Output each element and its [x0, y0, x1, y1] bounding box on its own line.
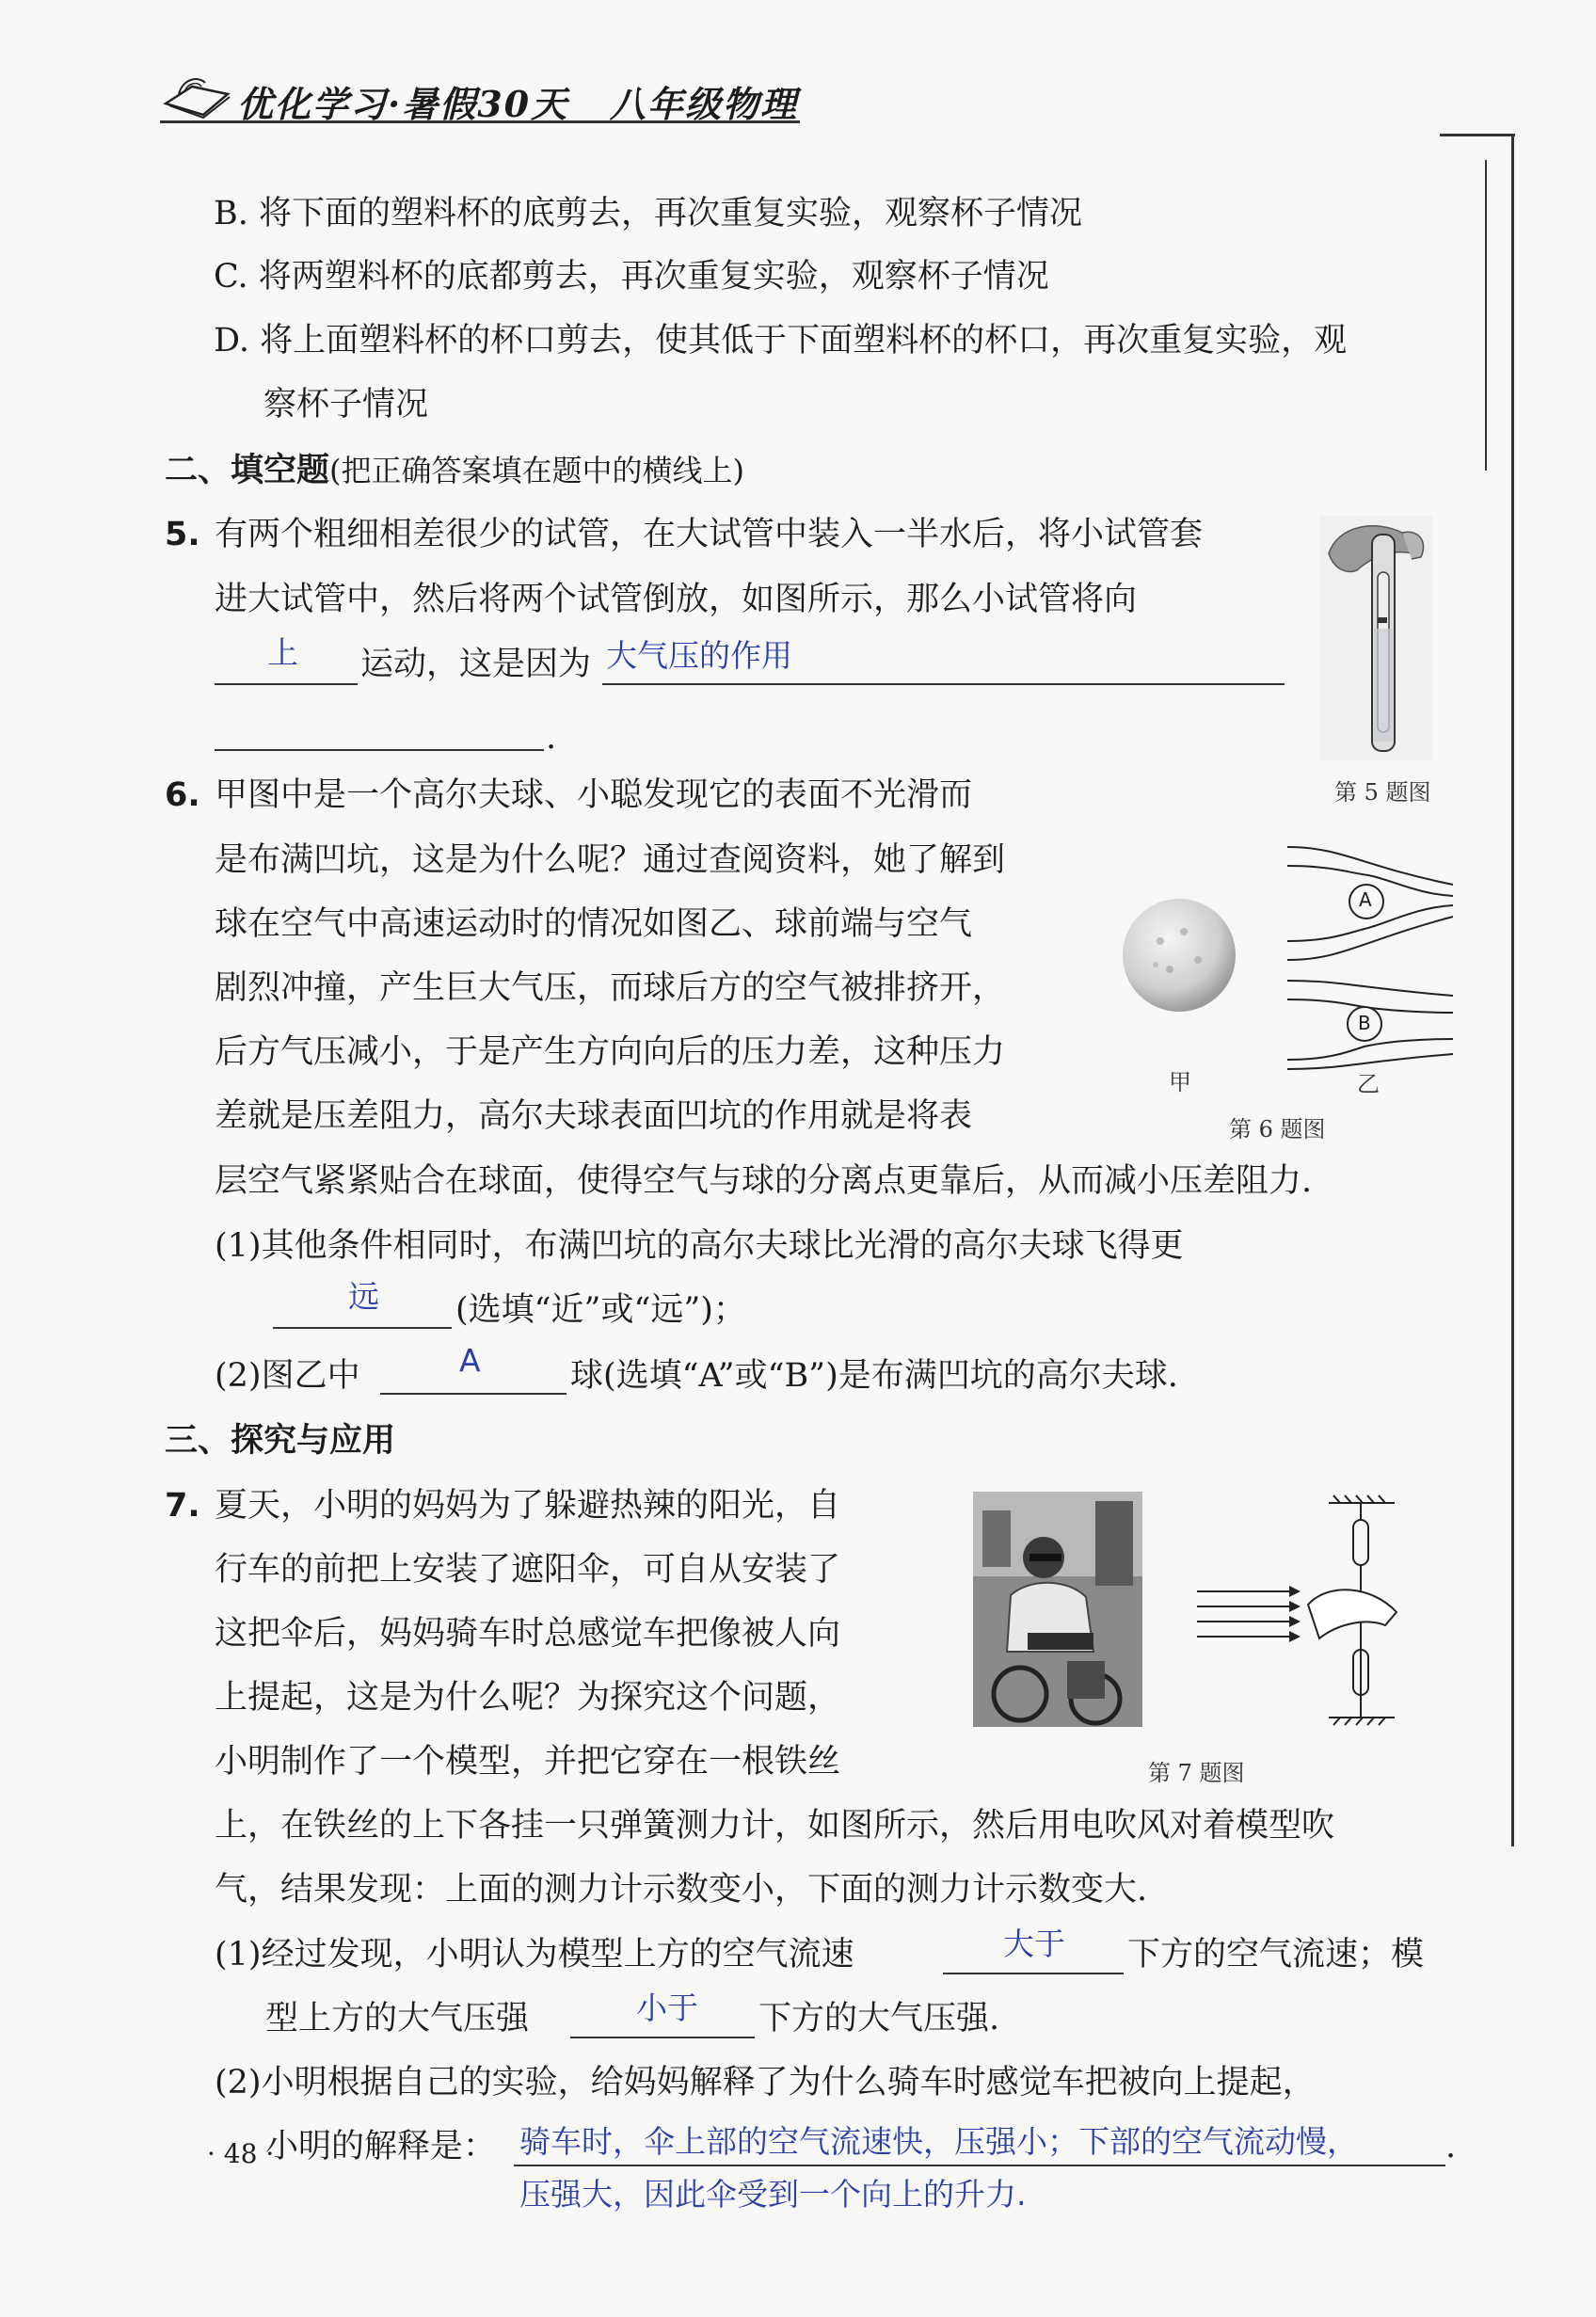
q5-answer-1: 上: [267, 634, 298, 671]
q7-sub2-blank: [514, 2165, 1445, 2166]
section3-title: 三、探究与应用: [165, 1422, 396, 1460]
q6-airflow-figure: [1285, 838, 1455, 1073]
q6-label-yi: 乙: [1357, 1071, 1380, 1097]
section2-note: (把正确答案填在题中的横线上): [329, 453, 744, 488]
q6-number: 6.: [165, 776, 200, 814]
q7-line1: 夏天，小明的妈妈为了躲避热辣的阳光，自: [215, 1487, 841, 1525]
q7-sub2-pre: 小明的解释是：: [265, 2128, 497, 2165]
q6-label-jia: 甲: [1169, 1069, 1191, 1095]
page-frame-right: [1511, 134, 1514, 1846]
q6-sub1-line1: (1)其他条件相同时，布满凹坑的高尔夫球比光滑的高尔夫球飞得更: [215, 1227, 1184, 1265]
q7-line4: 上提起，这是为什么呢？为探究这个问题，: [215, 1679, 841, 1717]
q5-test-tube-figure: [1319, 516, 1432, 760]
q5-blank-1: [215, 683, 358, 685]
q6-line2: 是布满凹坑，这是为什么呢？通过查阅资料，她了解到: [215, 841, 1006, 879]
q6-sub1-blank: [273, 1327, 452, 1329]
q6-line5: 后方气压减小，于是产生方向向后的压力差，这种压力: [215, 1033, 1006, 1071]
q7-sub2-answer-line2: 压强大，因此伞受到一个向上的升力.: [519, 2176, 1027, 2213]
q5-end: .: [546, 719, 557, 757]
option-d-line2: 察杯子情况: [263, 386, 429, 423]
q5-blank-2: [602, 683, 1285, 685]
q6-line4: 剧烈冲撞，产生巨大气压，而球后方的空气被排挤开，: [215, 969, 1006, 1007]
q7-cycling-photo: [973, 1492, 1142, 1727]
q6-sub1-tail: (选填“近”或“远”)；: [455, 1291, 746, 1329]
q5-line2: 进大试管中，然后将两个试管倒放，如图所示，那么小试管将向: [215, 581, 1138, 618]
section2-title: 二、填空题: [165, 452, 330, 489]
q6-sub2-answer: A: [459, 1342, 481, 1379]
q6-sub1-answer: 远: [348, 1278, 379, 1315]
q7-model-diagram: [1188, 1492, 1404, 1727]
q6-line3: 球在空气中高速运动时的情况如图乙、球前端与空气: [215, 905, 973, 943]
q7-number: 7.: [165, 1487, 200, 1525]
q5-line1: 有两个粗细相差很少的试管，在大试管中装入一半水后，将小试管套: [215, 516, 1204, 553]
q5-number: 5.: [165, 516, 200, 553]
q5-caption: 第 5 题图: [1334, 779, 1431, 806]
q7-sub1-blank-2: [570, 2037, 755, 2038]
q7-sub2-end: .: [1445, 2128, 1457, 2165]
q6-line6: 差就是压差阻力，高尔夫球表面凹坑的作用就是将表: [215, 1097, 973, 1135]
q7-sub1-line2-pre: 型上方的大气压强: [265, 2000, 530, 2037]
q6-sub2-blank: [380, 1393, 567, 1395]
page-number: · 48 ·: [207, 2138, 275, 2169]
q5-blank-3: [215, 749, 544, 751]
q7-sub2-answer-line1: 骑车时，伞上部的空气流速快，压强小；下部的空气流动慢，: [519, 2123, 1358, 2160]
q7-line7: 气，结果发现：上面的测力计示数变小，下面的测力计示数变大.: [215, 1871, 1148, 1909]
q7-line2: 行车的前把上安装了遮阳伞，可自从安装了: [215, 1551, 841, 1589]
q7-line5: 小明制作了一个模型，并把它穿在一根铁丝: [215, 1743, 841, 1781]
margin-mark: [1485, 160, 1487, 471]
option-b: B. 将下面的塑料杯的底剪去，再次重复实验，观察杯子情况: [214, 195, 1082, 232]
header-rule: [160, 120, 800, 123]
q7-sub1-mid: 下方的空气流速；模: [1127, 1936, 1425, 1973]
q6-caption: 第 6 题图: [1229, 1116, 1326, 1143]
q7-sub1-pre: (1)经过发现，小明认为模型上方的空气流速: [215, 1936, 854, 1973]
q7-sub1-answer-1: 大于: [1003, 1926, 1065, 1962]
header-subject: 八年级物理: [610, 83, 799, 125]
option-c: C. 将两塑料杯的底都剪去，再次重复实验，观察杯子情况: [214, 258, 1049, 296]
q7-sub1-line2-tail: 下方的大气压强.: [758, 2000, 1000, 2037]
q6-ball-b-label: B: [1358, 1012, 1371, 1034]
section2-heading: [165, 450, 744, 491]
q6-golf-ball-figure: [1118, 894, 1240, 1016]
q6-sub2-pre: (2)图乙中: [215, 1357, 360, 1395]
q6-ball-a-label: A: [1359, 888, 1372, 911]
option-d-line1: D. 将上面塑料杯的杯口剪去，使其低于下面塑料杯的杯口，再次重复实验，观: [214, 322, 1348, 360]
q7-sub1-answer-2: 小于: [636, 1989, 698, 2026]
page-frame-top: [1440, 134, 1515, 136]
q7-sub2-line1: (2)小明根据自己的实验，给妈妈解释了为什么骑车时感觉车把被向上提起，: [215, 2064, 1316, 2101]
q5-answer-2: 大气压的作用: [606, 637, 792, 674]
q7-line6: 上，在铁丝的上下各挂一只弹簧测力计，如图所示，然后用电吹风对着模型吹: [215, 1807, 1335, 1845]
q6-line1: 甲图中是一个高尔夫球、小聪发现它的表面不光滑而: [215, 776, 973, 814]
q6-sub2-tail: 球(选填“A”或“B”)是布满凹坑的高尔夫球.: [570, 1357, 1178, 1395]
book-logo-icon: [160, 66, 235, 122]
q6-line7: 层空气紧紧贴合在球面，使得空气与球的分离点更靠后，从而减小压差阻力.: [215, 1162, 1313, 1200]
q7-line3: 这把伞后，妈妈骑车时总感觉车把像被人向: [215, 1615, 841, 1653]
q7-caption: 第 7 题图: [1148, 1760, 1245, 1786]
q7-sub1-blank-1: [943, 1973, 1124, 1974]
q5-mid-text: 运动，这是因为: [360, 646, 592, 683]
header-title: 优化学习·暑假30天: [237, 83, 569, 125]
